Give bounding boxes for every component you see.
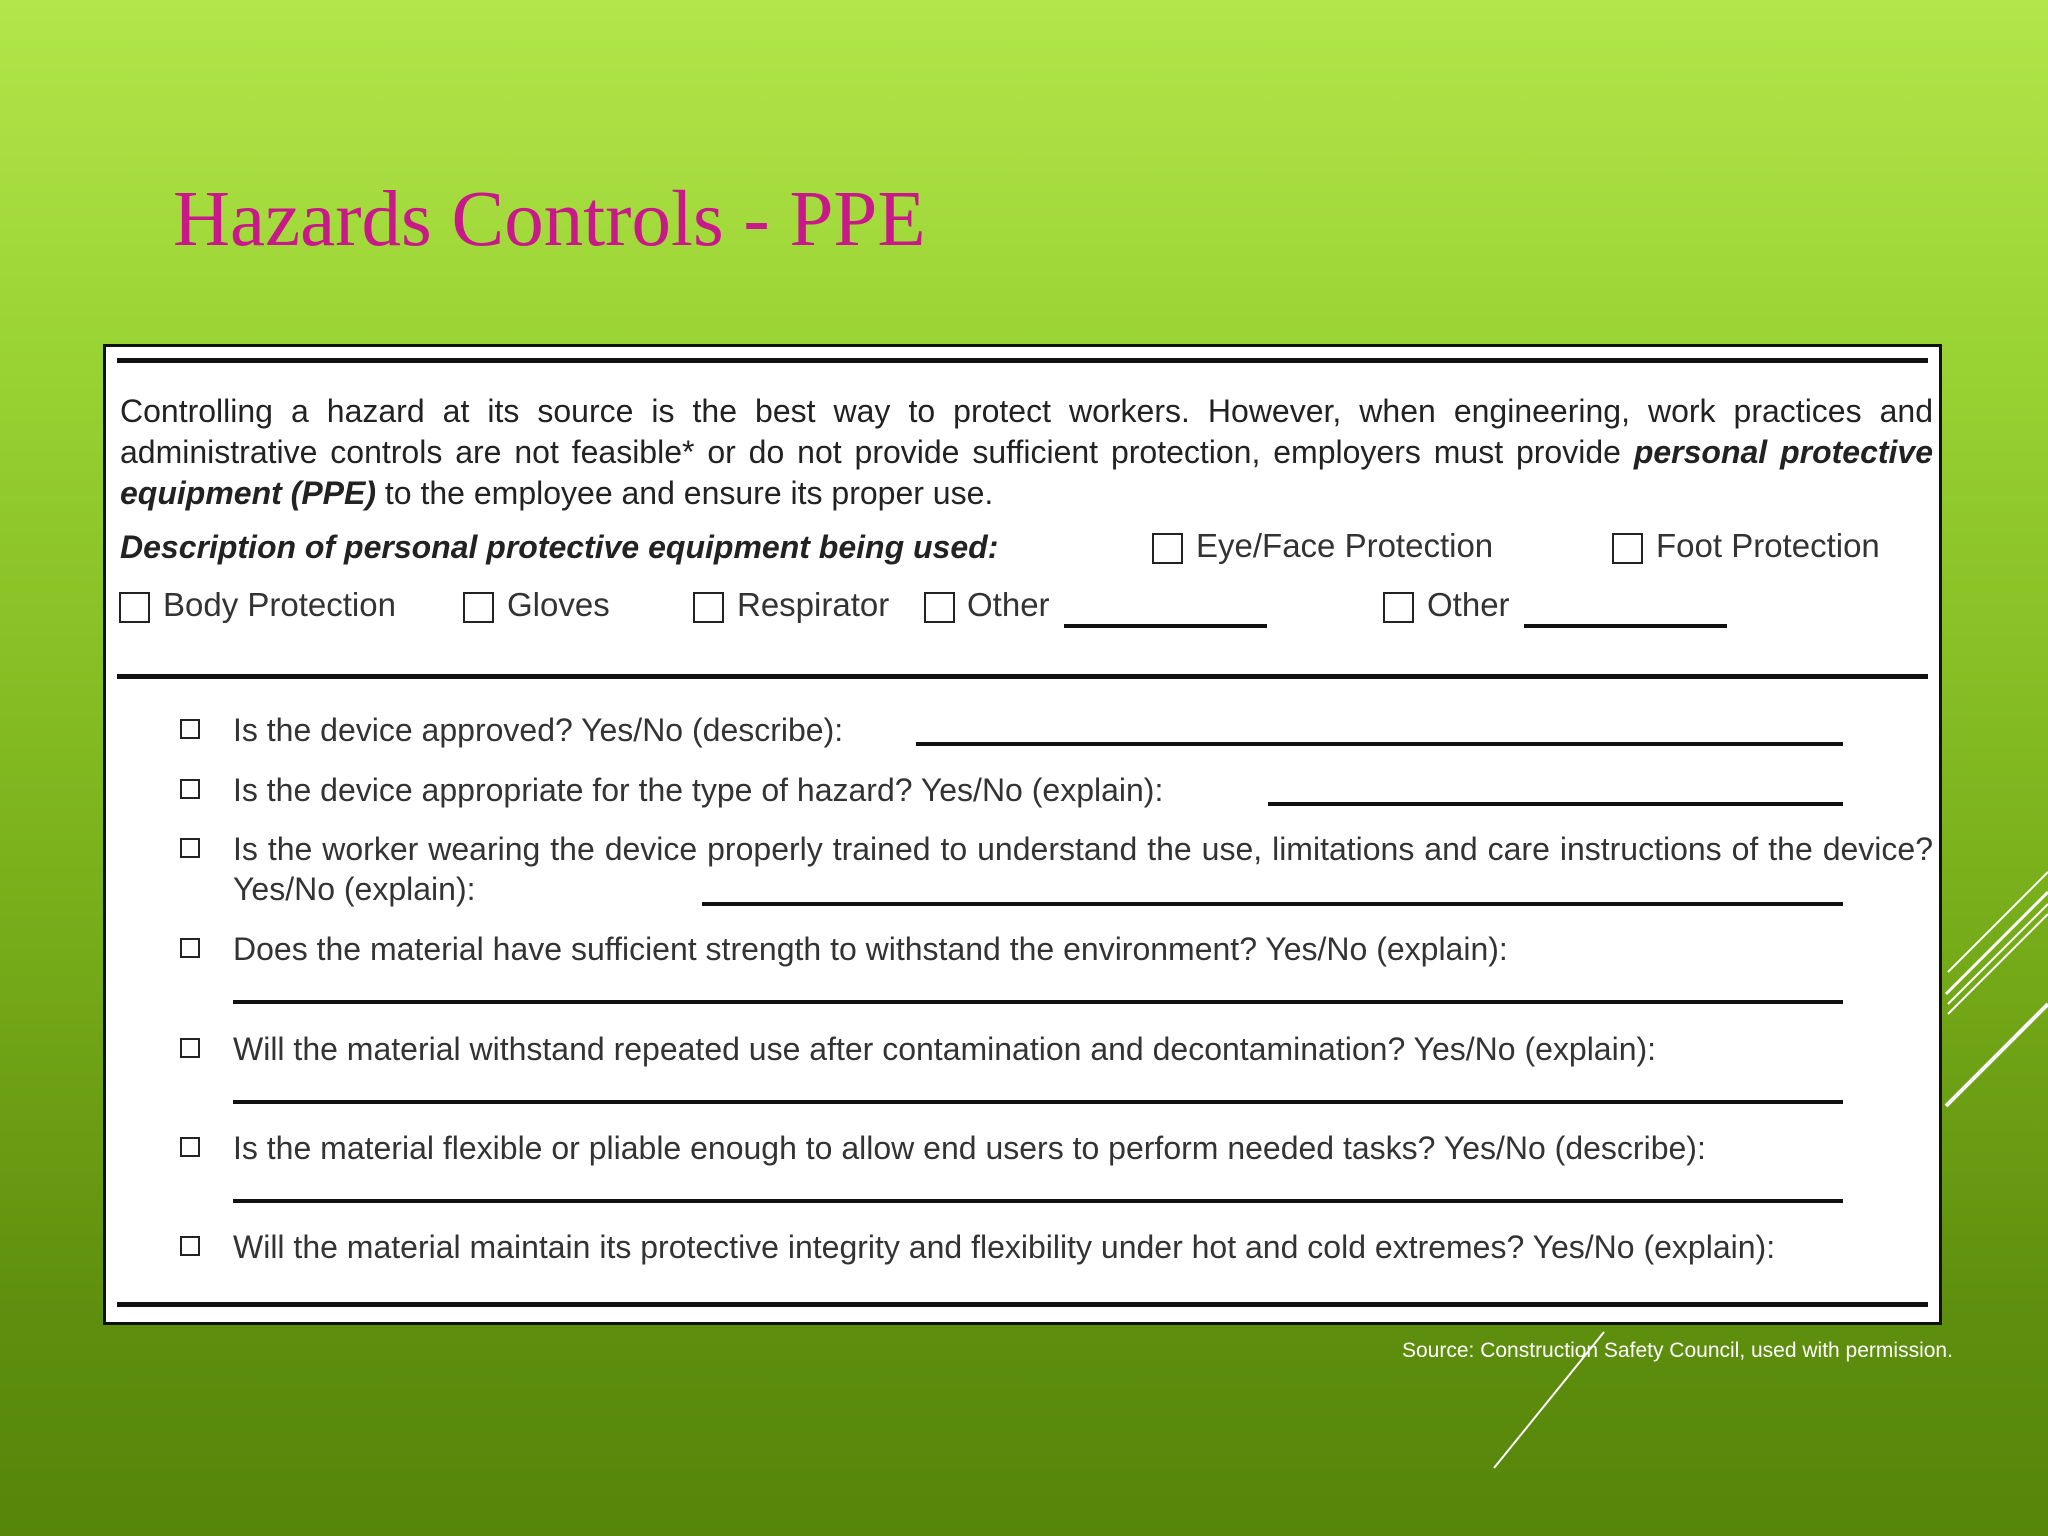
question-6-answer-line[interactable] [233,1199,1843,1203]
question-2-checkbox[interactable] [180,779,200,799]
description-label: Description of personal protective equipment being used: [120,529,999,565]
other-2-blank-line[interactable] [1524,624,1727,628]
question-6-text: Is the material flexible or pliable enough to allow end users to perform needed tasks? Yes/No (describe): [233,1130,1706,1166]
slide-title: Hazards Controls - PPE [173,176,926,263]
intro-bold-term: personal protective equipment (PPE) [120,434,1934,511]
question-4-answer-line[interactable] [233,1000,1843,1004]
body-protection-checkbox[interactable] [119,592,150,623]
ppe-form-document [103,344,1942,1325]
question-3-answer-line[interactable] [702,902,1843,906]
foot-protection-checkbox[interactable] [1612,533,1643,564]
question-1-checkbox[interactable] [180,719,200,739]
source-credit: Source: Construction Safety Council, used with permission. [1402,1339,1953,1362]
question-3-text: Is the worker wearing the device properly trained to understand the use, limitations and care instructions of the device? Yes/No (explain): [233,831,1933,907]
question-6-checkbox[interactable] [180,1137,200,1157]
question-5-answer-line[interactable] [233,1100,1843,1104]
body-protection-label: Body Protection [163,586,396,623]
other-1-label: Other [967,586,1050,623]
question-7-checkbox[interactable] [180,1236,200,1256]
respirator-checkbox[interactable] [693,592,724,623]
bottom-rule [117,1302,1928,1307]
gloves-label: Gloves [507,586,610,623]
eye-face-protection-checkbox[interactable] [1152,533,1183,564]
question-5-checkbox[interactable] [180,1038,200,1058]
question-7-text: Will the material maintain its protective integrity and flexibility under hot and cold extremes? Yes/No (explain): [233,1229,1776,1265]
question-3-checkbox[interactable] [180,838,200,858]
question-2-answer-line[interactable] [1268,802,1843,806]
other-1-checkbox[interactable] [924,592,955,623]
middle-rule [117,674,1928,679]
question-2-text: Is the device appropriate for the type of hazard? Yes/No (explain): [233,772,1164,808]
question-1-answer-line[interactable] [916,742,1843,746]
other-2-checkbox[interactable] [1383,592,1414,623]
foot-protection-label: Foot Protection [1656,527,1880,564]
intro-paragraph: Controlling a hazard at its source is the best way to protect workers. However, when engineering, work practices and administrative controls are not feasible* or do not provide sufficient protection, employers must provide personal protective equipment (PPE) to the employee and ensure its proper use. [120,393,1934,511]
top-rule [117,358,1928,363]
other-2-label: Other [1427,586,1510,623]
gloves-checkbox[interactable] [463,592,494,623]
question-4-checkbox[interactable] [180,938,200,958]
respirator-label: Respirator [737,586,890,623]
question-4-text: Does the material have sufficient strength to withstand the environment? Yes/No (explain): [233,931,1508,967]
other-1-blank-line[interactable] [1064,624,1267,628]
eye-face-protection-label: Eye/Face Protection [1196,527,1494,564]
question-1-text: Is the device approved? Yes/No (describe): [233,712,844,748]
question-5-text: Will the material withstand repeated use after contamination and decontamination? Yes/No (explain): [233,1031,1657,1067]
